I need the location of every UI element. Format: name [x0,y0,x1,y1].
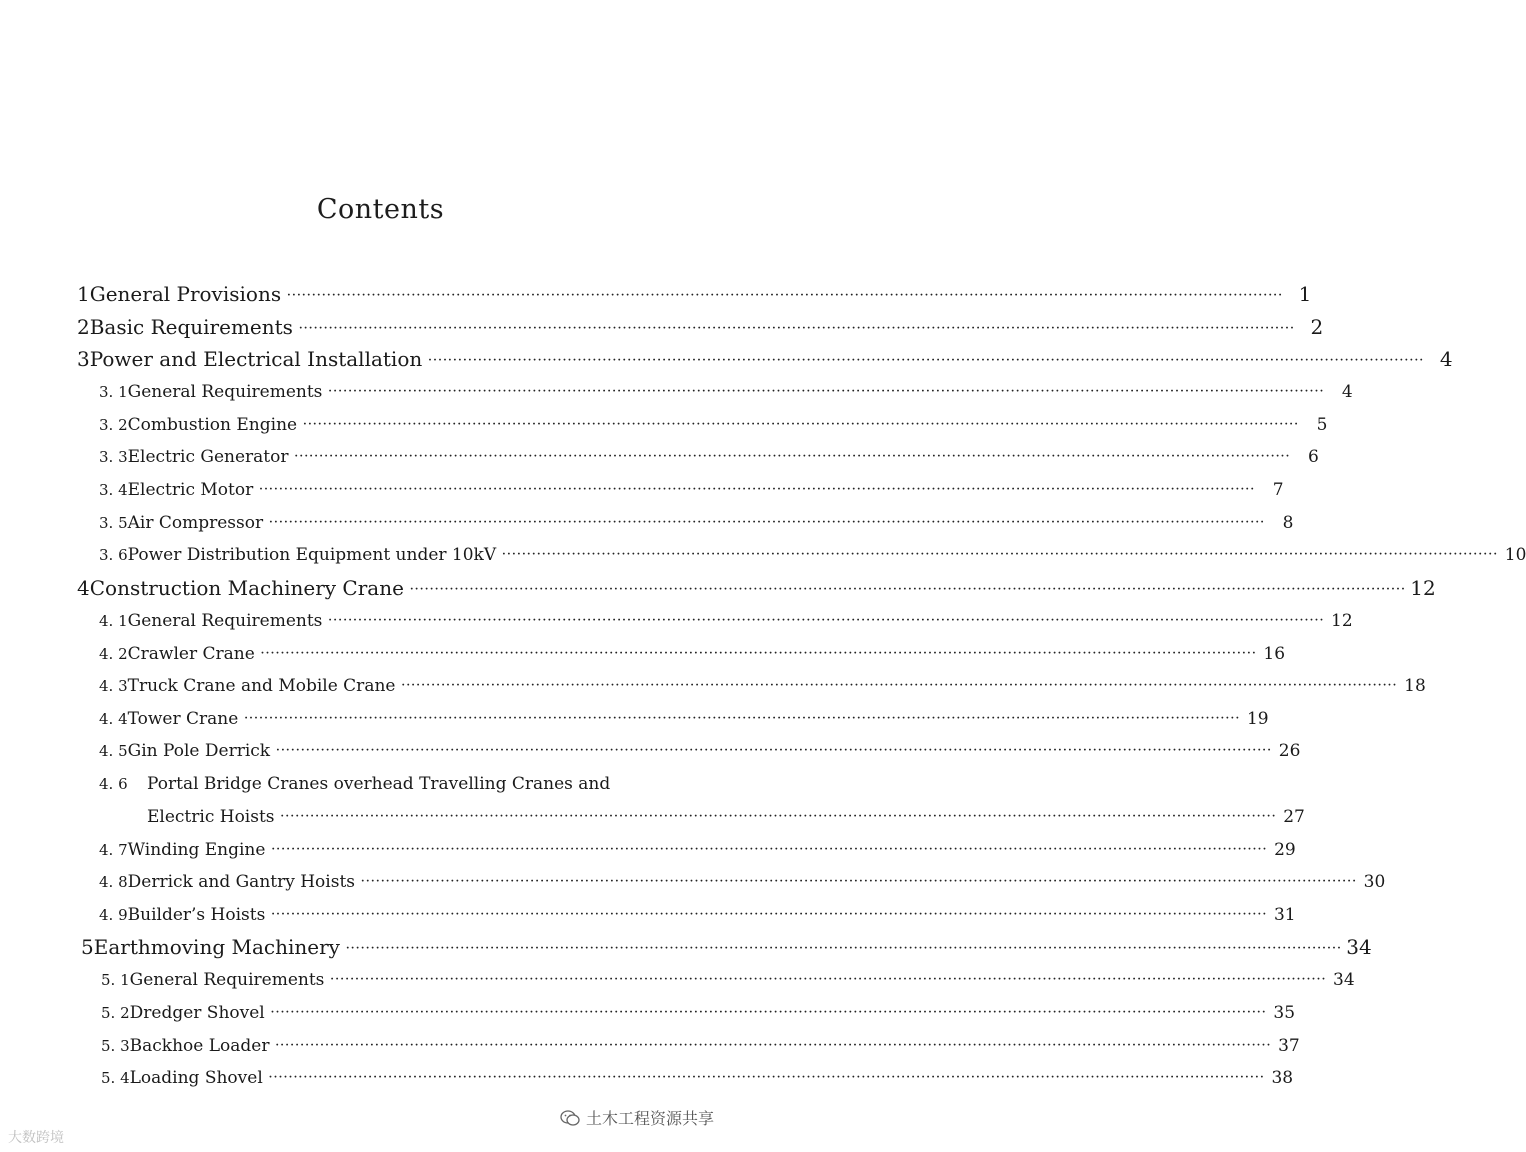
toc-number: 4. 3 [99,677,128,695]
toc-page-number: 19 [1246,709,1269,729]
toc-entry[interactable] [99,676,1426,706]
toc-number: 5. 1 [101,971,130,989]
toc-entry[interactable] [99,644,1286,674]
toc-entry[interactable] [99,872,1386,902]
toc-entry[interactable] [99,741,1301,771]
wechat-icon [560,1110,580,1126]
toc-number: 4. 4 [99,710,128,728]
watermark-left [8,1127,64,1147]
toc-page-number: 37 [1278,1036,1300,1056]
toc-entry[interactable] [77,315,1324,345]
toc-entry[interactable] [101,1003,1296,1033]
dot-leader: ········································································································································································································ [280,811,1277,822]
dot-leader: ········································································································································································································ [409,584,1407,595]
toc-title-continuation: Electric Hoists [147,807,275,827]
dot-leader: ········································································································································································································ [260,648,1258,659]
dot-leader: ········································································································································································································ [502,549,1499,560]
toc-number: 4. 7 [99,841,128,859]
toc-title: Portal Bridge Cranes overhead Travelling Cranes and [147,774,611,794]
toc-entry[interactable] [99,447,1319,477]
dot-leader: ········································································································································································································ [244,713,1241,724]
dot-leader: ········································································································································································································ [259,484,1256,495]
toc-page-number: 6 [1307,447,1319,467]
toc-entry[interactable] [77,282,1312,312]
toc-entry[interactable] [99,480,1284,510]
toc-page-number: 29 [1274,840,1296,860]
toc-page-number: 30 [1363,872,1386,892]
toc-entry[interactable] [101,1036,1300,1066]
toc-entry[interactable] [99,840,1296,870]
dot-leader: ········································································································································································································ [271,909,1268,920]
dot-leader: ········································································································································································································ [328,386,1325,397]
toc-title: Tower Crane [127,709,239,729]
toc-page-number: 26 [1278,741,1301,761]
toc-page-number: 1 [1298,282,1312,306]
toc-title: General Provisions [89,282,282,306]
toc-number: 3. 2 [99,416,128,434]
toc-page-number: 31 [1273,905,1296,925]
toc-page-number: 38 [1271,1068,1294,1088]
toc-title: Basic Requirements [89,315,293,339]
dot-leader: ········································································································································································································ [345,943,1343,954]
toc-title: Builder’s Hoists [127,905,266,925]
toc-entry[interactable] [99,774,687,804]
dot-leader: ········································································································································································································ [328,615,1325,626]
toc-entry[interactable] [99,545,1526,575]
toc-title: General Requirements [129,970,325,990]
toc-title: Electric Motor [127,480,254,500]
toc-entry[interactable] [99,709,1269,739]
toc-title: Loading Shovel [129,1068,263,1088]
toc-page-number: 34 [1333,970,1355,990]
toc-page-number: 10 [1504,545,1526,565]
dot-leader: ········································································································································································································ [428,355,1425,366]
toc-page-number: 34 [1346,935,1372,959]
toc-page-number: 27 [1283,807,1305,827]
toc-title: Power Distribution Equipment under 10kV [127,545,497,565]
toc-title: Truck Crane and Mobile Crane [127,676,396,696]
toc-number: 3. 5 [99,514,128,532]
dot-leader: ········································································································································································································ [275,1040,1272,1051]
toc-page-number: 4 [1341,382,1353,402]
dot-leader: ········································································································································································································ [303,419,1300,430]
toc-title: Winding Engine [127,840,266,860]
toc-entry[interactable] [77,347,1453,377]
toc-title: Crawler Crane [127,644,255,664]
toc-number: 3. 1 [99,383,128,401]
dot-leader: ········································································································································································································ [298,323,1296,334]
toc-entry[interactable] [101,1068,1294,1098]
toc-number: 5. 2 [101,1004,130,1022]
toc-number: 4. 9 [99,906,128,924]
dot-leader: ········································································································································································································ [330,974,1327,985]
dot-leader: ········································································································································································································ [294,451,1291,462]
toc-number: 3 [77,347,90,371]
dot-leader: ········································································································································································································ [361,876,1358,887]
toc-number: 4. 8 [99,873,128,891]
toc-page-number: 8 [1282,513,1294,533]
dot-leader: ········································································································································································································ [276,745,1273,756]
dot-leader: ········································································································································································································ [268,1072,1266,1083]
toc-page-number: 35 [1273,1003,1296,1023]
toc-entry[interactable] [99,513,1294,543]
dot-leader: ········································································································································································································ [401,680,1398,691]
toc-entry[interactable] [81,935,1372,965]
toc-page-number: 2 [1310,315,1324,339]
toc-page-number: 4 [1439,347,1453,371]
toc-number: 4 [77,576,90,600]
page-title: Contents [316,194,445,225]
toc-number: 4. 1 [99,612,128,630]
toc-title: Dredger Shovel [129,1003,265,1023]
toc-number: 3. 4 [99,481,128,499]
dot-leader: ········································································································································································································ [270,1007,1268,1018]
toc-entry-continuation[interactable] [147,807,1305,837]
toc-title: Backhoe Loader [129,1036,270,1056]
watermark-right [560,1106,714,1129]
toc-number: 5 [81,935,94,959]
toc-number: 5. 3 [101,1037,130,1055]
toc-title: Derrick and Gantry Hoists [127,872,356,892]
toc-number: 1 [77,282,90,306]
toc-title: Combustion Engine [127,415,298,435]
toc-page-number: 7 [1272,480,1284,500]
toc-page-number: 5 [1316,415,1328,435]
toc-entry[interactable] [77,576,1436,606]
toc-title: Construction Machinery Crane [89,576,404,600]
toc-number: 3. 3 [99,448,128,466]
watermark-left-text: 大数跨境 [8,1130,64,1146]
toc-title: Gin Pole Derrick [127,741,271,761]
toc-entry[interactable] [99,905,1296,935]
toc-entry[interactable] [101,970,1355,1000]
toc-page-number: 12 [1410,576,1436,600]
toc-number: 4. 2 [99,645,128,663]
toc-title: General Requirements [127,382,323,402]
toc-page-number: 18 [1404,676,1426,696]
dot-leader: ········································································································································································································ [271,844,1268,855]
watermark-right-text: 土木工程资源共享 [586,1109,715,1128]
toc-number: 5. 4 [101,1069,130,1087]
toc-number: 2 [77,315,90,339]
toc-page-number: 16 [1263,644,1286,664]
toc-entry[interactable] [99,415,1328,445]
toc-title: Electric Generator [127,447,289,467]
toc-title: Power and Electrical Installation [89,347,423,371]
toc-title: Air Compressor [127,513,264,533]
toc-number: 4. 6 [99,775,128,793]
toc-entry[interactable] [99,611,1353,641]
toc-title: General Requirements [127,611,323,631]
toc-number: 4. 5 [99,742,128,760]
toc-page-number: 12 [1331,611,1353,631]
toc-title: Earthmoving Machinery [93,935,340,959]
dot-leader: ········································································································································································································ [287,290,1284,301]
toc-entry[interactable] [99,382,1353,412]
toc-number: 3. 6 [99,546,128,564]
dot-leader: ········································································································································································································ [269,517,1266,528]
